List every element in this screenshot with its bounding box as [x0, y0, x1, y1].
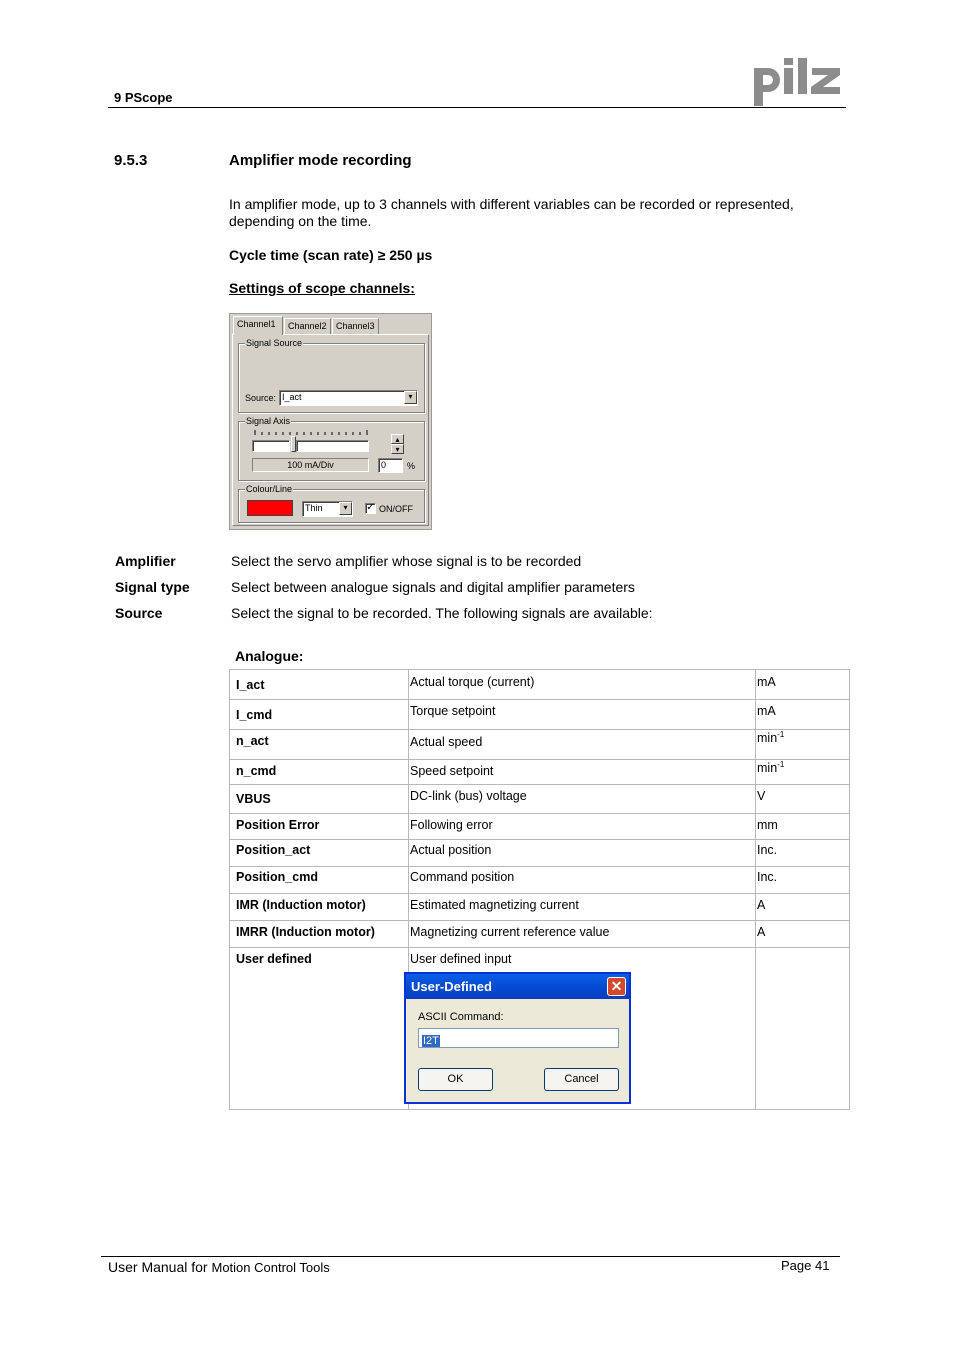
header-section: 9 PScope — [114, 90, 173, 105]
signal-desc — [409, 840, 756, 867]
def-term-source: Source — [115, 605, 163, 621]
signal-axis-label: Signal Axis — [246, 416, 291, 426]
div-readout — [252, 458, 369, 472]
def-desc-source: Select the signal to be recorded. The following signals are available: — [231, 605, 653, 621]
settings-heading: Settings of scope channels: — [229, 280, 415, 296]
cycle-time-text: Cycle time (scan rate) ≥ 250 µs — [229, 247, 433, 263]
tab-channel3[interactable]: Channel3 — [332, 318, 379, 334]
ascii-command-value: I2T — [423, 1035, 439, 1047]
signal-desc — [409, 894, 756, 921]
unit-text: A — [757, 898, 766, 912]
signal-desc-text: Torque setpoint — [410, 704, 496, 718]
signal-unit — [756, 730, 850, 760]
signal-unit-text — [757, 700, 849, 718]
signal-name-text: VBUS — [236, 792, 271, 806]
signal-unit-text — [757, 785, 849, 803]
unit-sup: -1 — [777, 730, 785, 739]
signal-unit — [756, 760, 850, 785]
signal-axis-group — [238, 416, 425, 481]
onoff-checkbox[interactable]: ✓ — [366, 502, 375, 513]
signal-unit-text — [757, 840, 849, 857]
table-row — [230, 700, 850, 730]
tab-channel1[interactable]: Channel1 — [233, 316, 283, 335]
analogue-heading: Analogue: — [235, 648, 304, 664]
signal-desc-text: Magnetizing current reference value — [410, 925, 610, 939]
slider-ticks — [254, 430, 370, 436]
table-row — [230, 670, 850, 700]
table-row — [230, 867, 850, 894]
signal-desc-text: Following error — [410, 818, 493, 832]
user-defined-dialog — [404, 972, 631, 1104]
signal-unit-text — [757, 814, 849, 832]
unit-text: Inc. — [757, 843, 778, 857]
signal-name — [230, 840, 409, 867]
cancel-button[interactable]: Cancel — [544, 1068, 619, 1091]
signal-unit-text — [757, 730, 849, 745]
axis-slider-left[interactable] — [252, 440, 290, 452]
signal-name-text: I_cmd — [236, 708, 273, 722]
unit-text: min — [757, 761, 778, 776]
signal-unit — [756, 670, 850, 700]
percent-label: % — [407, 461, 416, 471]
signal-desc — [409, 814, 756, 840]
signal-unit — [756, 700, 850, 730]
signal-name — [230, 670, 409, 700]
table-row — [230, 814, 850, 840]
signal-name — [230, 894, 409, 921]
signal-desc — [409, 921, 756, 948]
colour-swatch[interactable] — [247, 500, 293, 516]
signal-desc-text: Estimated magnetizing current — [410, 898, 579, 912]
signal-unit-text — [757, 894, 849, 912]
unit-sup: -1 — [777, 760, 785, 769]
onoff-label: ON/OFF — [379, 504, 413, 514]
signal-name-text: I_act — [236, 678, 265, 692]
section-number: 9.5.3 — [114, 152, 148, 169]
signal-unit-text — [757, 670, 849, 689]
signal-source-group — [238, 338, 425, 413]
unit-text: mm — [757, 818, 778, 832]
signal-unit-text — [757, 921, 849, 939]
chevron-down-icon[interactable]: ▾ — [404, 391, 417, 404]
signal-name-text: User defined — [236, 952, 312, 966]
signal-unit — [756, 785, 850, 814]
signal-desc-text: Speed setpoint — [410, 764, 494, 778]
unit-text: V — [757, 789, 766, 803]
spin-down-icon[interactable]: ▾ — [391, 444, 404, 454]
signal-name — [230, 814, 409, 840]
offset-value: 0 — [381, 460, 387, 470]
unit-text: mA — [757, 704, 776, 718]
footer-page: Page 41 — [781, 1258, 830, 1273]
signal-unit — [756, 921, 850, 948]
line-select[interactable] — [302, 501, 353, 517]
close-icon[interactable]: ✕ — [607, 977, 626, 996]
signal-desc — [409, 670, 756, 700]
header-rule — [108, 107, 846, 108]
table-row — [230, 894, 850, 921]
signal-unit — [756, 840, 850, 867]
ascii-command-label: ASCII Command: — [418, 1011, 504, 1023]
signal-name-text: n_act — [236, 734, 269, 748]
spin-up-icon[interactable]: ▴ — [391, 434, 404, 444]
footer-rule — [101, 1256, 840, 1257]
signal-desc — [409, 760, 756, 785]
tab-channel2[interactable]: Channel2 — [284, 318, 331, 334]
line-value: Thin — [305, 503, 323, 513]
table-row — [230, 785, 850, 814]
table-row — [230, 840, 850, 867]
signal-name — [230, 730, 409, 760]
unit-text: A — [757, 925, 766, 939]
signal-desc — [409, 730, 756, 760]
def-desc-amplifier: Select the servo amplifier whose signal is to be recorded — [231, 553, 582, 569]
signal-name — [230, 921, 409, 948]
signal-source-label: Signal Source — [246, 338, 303, 348]
table-row — [230, 921, 850, 948]
ascii-command-input[interactable] — [418, 1028, 619, 1048]
chevron-down-icon[interactable]: ▾ — [339, 502, 352, 515]
section-title: Amplifier mode recording — [229, 152, 412, 169]
signal-unit — [756, 894, 850, 921]
signal-unit — [756, 867, 850, 894]
table-row — [230, 760, 850, 785]
footer-manual-text: User Manual for — [108, 1259, 212, 1275]
signal-name-text: IMRR (Induction motor) — [236, 925, 375, 939]
signal-name — [230, 948, 409, 1110]
signal-desc-text: DC-link (bus) voltage — [410, 789, 527, 803]
signal-unit — [756, 948, 850, 1110]
signal-name-text: IMR (Induction motor) — [236, 898, 366, 912]
signal-name — [230, 867, 409, 894]
signal-desc — [409, 785, 756, 814]
pilz-logo — [752, 58, 844, 108]
colour-line-label: Colour/Line — [246, 484, 293, 494]
source-label: Source: — [245, 393, 277, 403]
colour-line-group — [238, 484, 425, 523]
axis-slider-right[interactable] — [296, 440, 369, 452]
footer-product: Motion Control Tools — [211, 1260, 330, 1275]
footer-manual — [108, 1259, 330, 1275]
signal-desc — [409, 700, 756, 730]
signal-name — [230, 700, 409, 730]
def-desc-signal-type: Select between analogue signals and digital amplifier parameters — [231, 579, 635, 595]
intro-paragraph: In amplifier mode, up to 3 channels with different variables can be recorded or represented, depending on the time. — [229, 196, 794, 229]
signal-unit-text — [757, 867, 849, 884]
div-value: 100 mA/Div — [287, 460, 334, 470]
source-select[interactable] — [279, 390, 418, 406]
signal-desc-text: Actual speed — [410, 735, 483, 749]
signal-name — [230, 760, 409, 785]
signal-desc-text: Actual position — [410, 843, 492, 857]
unit-text: mA — [757, 675, 776, 689]
dialog-titlebar — [406, 974, 629, 999]
signal-unit-text — [757, 760, 849, 775]
def-term-amplifier: Amplifier — [115, 553, 176, 569]
unit-text: min — [757, 731, 778, 746]
signal-unit — [756, 814, 850, 840]
def-term-signal-type: Signal type — [115, 579, 190, 595]
signal-name-text: Position_act — [236, 843, 311, 857]
signal-desc-text: User defined input — [410, 952, 512, 966]
ok-button[interactable]: OK — [418, 1068, 493, 1091]
tab-panel — [232, 334, 429, 526]
scope-channel-panel — [229, 313, 432, 530]
signal-desc-text: Actual torque (current) — [410, 675, 535, 689]
signal-name-text: Position_cmd — [236, 870, 318, 884]
offset-input[interactable] — [378, 458, 403, 473]
signal-name-text: n_cmd — [236, 764, 277, 778]
table-row — [230, 730, 850, 760]
source-value: I_act — [282, 392, 302, 402]
signal-desc — [409, 867, 756, 894]
signal-desc-text: Command position — [410, 870, 515, 884]
signal-name-text: Position Error — [236, 818, 320, 832]
unit-text: Inc. — [757, 870, 778, 884]
dialog-title: User-Defined — [411, 979, 492, 994]
signal-name — [230, 785, 409, 814]
